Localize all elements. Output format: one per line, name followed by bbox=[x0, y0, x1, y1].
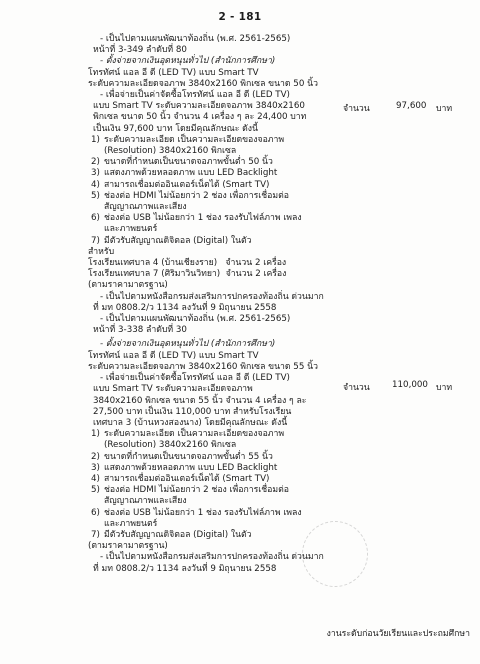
item-title-cont: ระดับความละเอียดจอภาพ 3840x2160 พิกเซล ขนาด 55 นิ้ว bbox=[88, 361, 318, 372]
page-number: 2 - 181 bbox=[218, 11, 262, 23]
budget-text-column bbox=[88, 34, 332, 575]
page-footer: งานระดับก่อนวัยเรียนและประถมศึกษา bbox=[326, 629, 470, 639]
spec-item-cont: สัญญาณภาพและเสียง bbox=[104, 496, 187, 507]
amount-unit: บาท bbox=[436, 104, 453, 114]
school-row: โรงเรียนเทศบาล 7 (ศิริมาวินวิทยา) จำนวน 2 เครื่อง bbox=[88, 269, 287, 280]
spec-item-cont: (Resolution) 3840x2160 พิกเซล bbox=[104, 146, 237, 157]
standard-price-note: (ตามราคามาตรฐาน) bbox=[88, 280, 168, 291]
spec-item: 1) ระดับความละเอียด เป็นความละเอียดของจอภาพ bbox=[91, 429, 285, 440]
spec-item: 2) ขนาดที่กำหนดเป็นขนาดจอภาพขั้นต่ำ 55 นิ้ว bbox=[91, 451, 273, 462]
item-description: 27,500 บาท เป็นเงิน 110,000 บาท สำหรับโรงเรียน bbox=[93, 406, 292, 417]
spec-item-cont: และภาพยนตร์ bbox=[104, 518, 158, 529]
item-description: 3840x2160 พิกเซล ขนาด 55 นิ้ว จำนวน 4 เครื่อง ๆ ละ bbox=[93, 395, 307, 406]
plan-page-ref: หน้าที่ 3-338 ลำดับที่ 30 bbox=[93, 325, 187, 336]
regulation-reference: - เป็นไปตามหนังสือกรมส่งเสริมการปกครองท้องถิ่น ด่วนมาก bbox=[100, 552, 324, 563]
spec-item: 7) มีตัวรับสัญญาณดิจิตอล (Digital) ในตัว bbox=[91, 529, 252, 540]
faded-stamp-mark bbox=[302, 521, 368, 587]
item-title: โทรทัศน์ แอล อี ดี (LED TV) แบบ Smart TV bbox=[88, 350, 259, 361]
amount-value: 97,600 bbox=[396, 101, 427, 111]
spec-item: 4) สามารถเชื่อมต่ออินเตอร์เน็ตได้ (Smart TV) bbox=[91, 473, 270, 484]
funding-source: - ตั้งจ่ายจากเงินอุดหนุนทั่วไป (สำนักการศึกษา) bbox=[100, 339, 276, 350]
spec-item: 3) แสดงภาพด้วยหลอดภาพ แบบ LED Backlight bbox=[91, 462, 278, 473]
regulation-reference-cont: ที่ มท 0808.2/ว 1134 ลงวันที่ 9 มิถุนายน 2558 bbox=[93, 302, 277, 313]
plan-page-ref: หน้าที่ 3-349 ลำดับที่ 80 bbox=[93, 45, 187, 56]
item-description: แบบ Smart TV ระดับความละเอียดจอภาพ 3840x2160 bbox=[93, 101, 305, 112]
spec-item: 7) มีตัวรับสัญญาณดิจิตอล (Digital) ในตัว bbox=[91, 235, 252, 246]
standard-price-note: (ตามราคามาตรฐาน) bbox=[88, 541, 168, 552]
regulation-reference: - เป็นไปตามหนังสือกรมส่งเสริมการปกครองท้องถิ่น ด่วนมาก bbox=[100, 291, 324, 302]
item-description: เทศบาล 3 (บ้านหวงสองนาง) โดยมีคุณลักษณะ ดังนี้ bbox=[93, 417, 288, 428]
item-description: เป็นเงิน 97,600 บาท โดยมีคุณลักษณะ ดังนี้ bbox=[93, 123, 258, 134]
item-title-cont: ระดับความละเอียดจอภาพ 3840x2160 พิกเซล ขนาด 50 นิ้ว bbox=[88, 78, 318, 89]
for-label: สำหรับ bbox=[88, 246, 115, 257]
spec-item: 6) ช่องต่อ USB ไม่น้อยกว่า 1 ช่อง รองรับไฟล์ภาพ เพลง bbox=[91, 213, 302, 224]
plan-reference: - เป็นไปตามแผนพัฒนาท้องถิ่น (พ.ศ. 2561-2565) bbox=[100, 34, 291, 44]
amount-label: จำนวน bbox=[343, 383, 370, 393]
school-row: โรงเรียนเทศบาล 4 (บ้านเชียงราย) จำนวน 2 เครื่อง bbox=[88, 258, 287, 269]
item-description: - เพื่อจ่ายเป็นค่าจัดซื้อโทรทัศน์ แอล อี ดี (LED TV) bbox=[100, 373, 290, 384]
item-description: แบบ Smart TV ระดับความละเอียดจอภาพ bbox=[93, 384, 253, 395]
spec-item: 5) ช่องต่อ HDMI ไม่น้อยกว่า 2 ช่อง เพื่อการเชื่อมต่อ bbox=[91, 485, 289, 496]
amount-value: 110,000 bbox=[392, 380, 428, 390]
funding-source: - ตั้งจ่ายจากเงินอุดหนุนทั่วไป (สำนักการศึกษา) bbox=[100, 56, 276, 67]
spec-item: 4) สามารถเชื่อมต่ออินเตอร์เน็ตได้ (Smart TV) bbox=[91, 179, 270, 190]
regulation-reference-cont: ที่ มท 0808.2/ว 1134 ลงวันที่ 9 มิถุนายน 2558 bbox=[93, 563, 277, 574]
spec-item: 6) ช่องต่อ USB ไม่น้อยกว่า 1 ช่อง รองรับไฟล์ภาพ เพลง bbox=[91, 507, 302, 518]
item-description: - เพื่อจ่ายเป็นค่าจัดซื้อโทรทัศน์ แอล อี ดี (LED TV) bbox=[100, 90, 290, 101]
spec-item-cont: (Resolution) 3840x2160 พิกเซล bbox=[104, 440, 237, 451]
spec-item: 5) ช่องต่อ HDMI ไม่น้อยกว่า 2 ช่อง เพื่อการเชื่อมต่อ bbox=[91, 190, 289, 201]
amount-unit: บาท bbox=[436, 383, 453, 393]
spec-item: 3) แสดงภาพด้วยหลอดภาพ แบบ LED Backlight bbox=[91, 168, 278, 179]
item-description: พิกเซล ขนาด 50 นิ้ว จำนวน 4 เครื่อง ๆ ละ 24,400 บาท bbox=[93, 112, 307, 123]
spec-item-cont: สัญญาณภาพและเสียง bbox=[104, 202, 187, 213]
plan-reference: - เป็นไปตามแผนพัฒนาท้องถิ่น (พ.ศ. 2561-2565) bbox=[100, 314, 291, 325]
item-title: โทรทัศน์ แอล อี ดี (LED TV) แบบ Smart TV bbox=[88, 67, 259, 78]
amount-label: จำนวน bbox=[343, 104, 370, 114]
spec-item: 1) ระดับความละเอียด เป็นความละเอียดของจอภาพ bbox=[91, 134, 285, 145]
spec-item: 2) ขนาดที่กำหนดเป็นขนาดจอภาพขั้นต่ำ 50 นิ้ว bbox=[91, 157, 273, 168]
spec-item-cont: และภาพยนตร์ bbox=[104, 224, 158, 235]
